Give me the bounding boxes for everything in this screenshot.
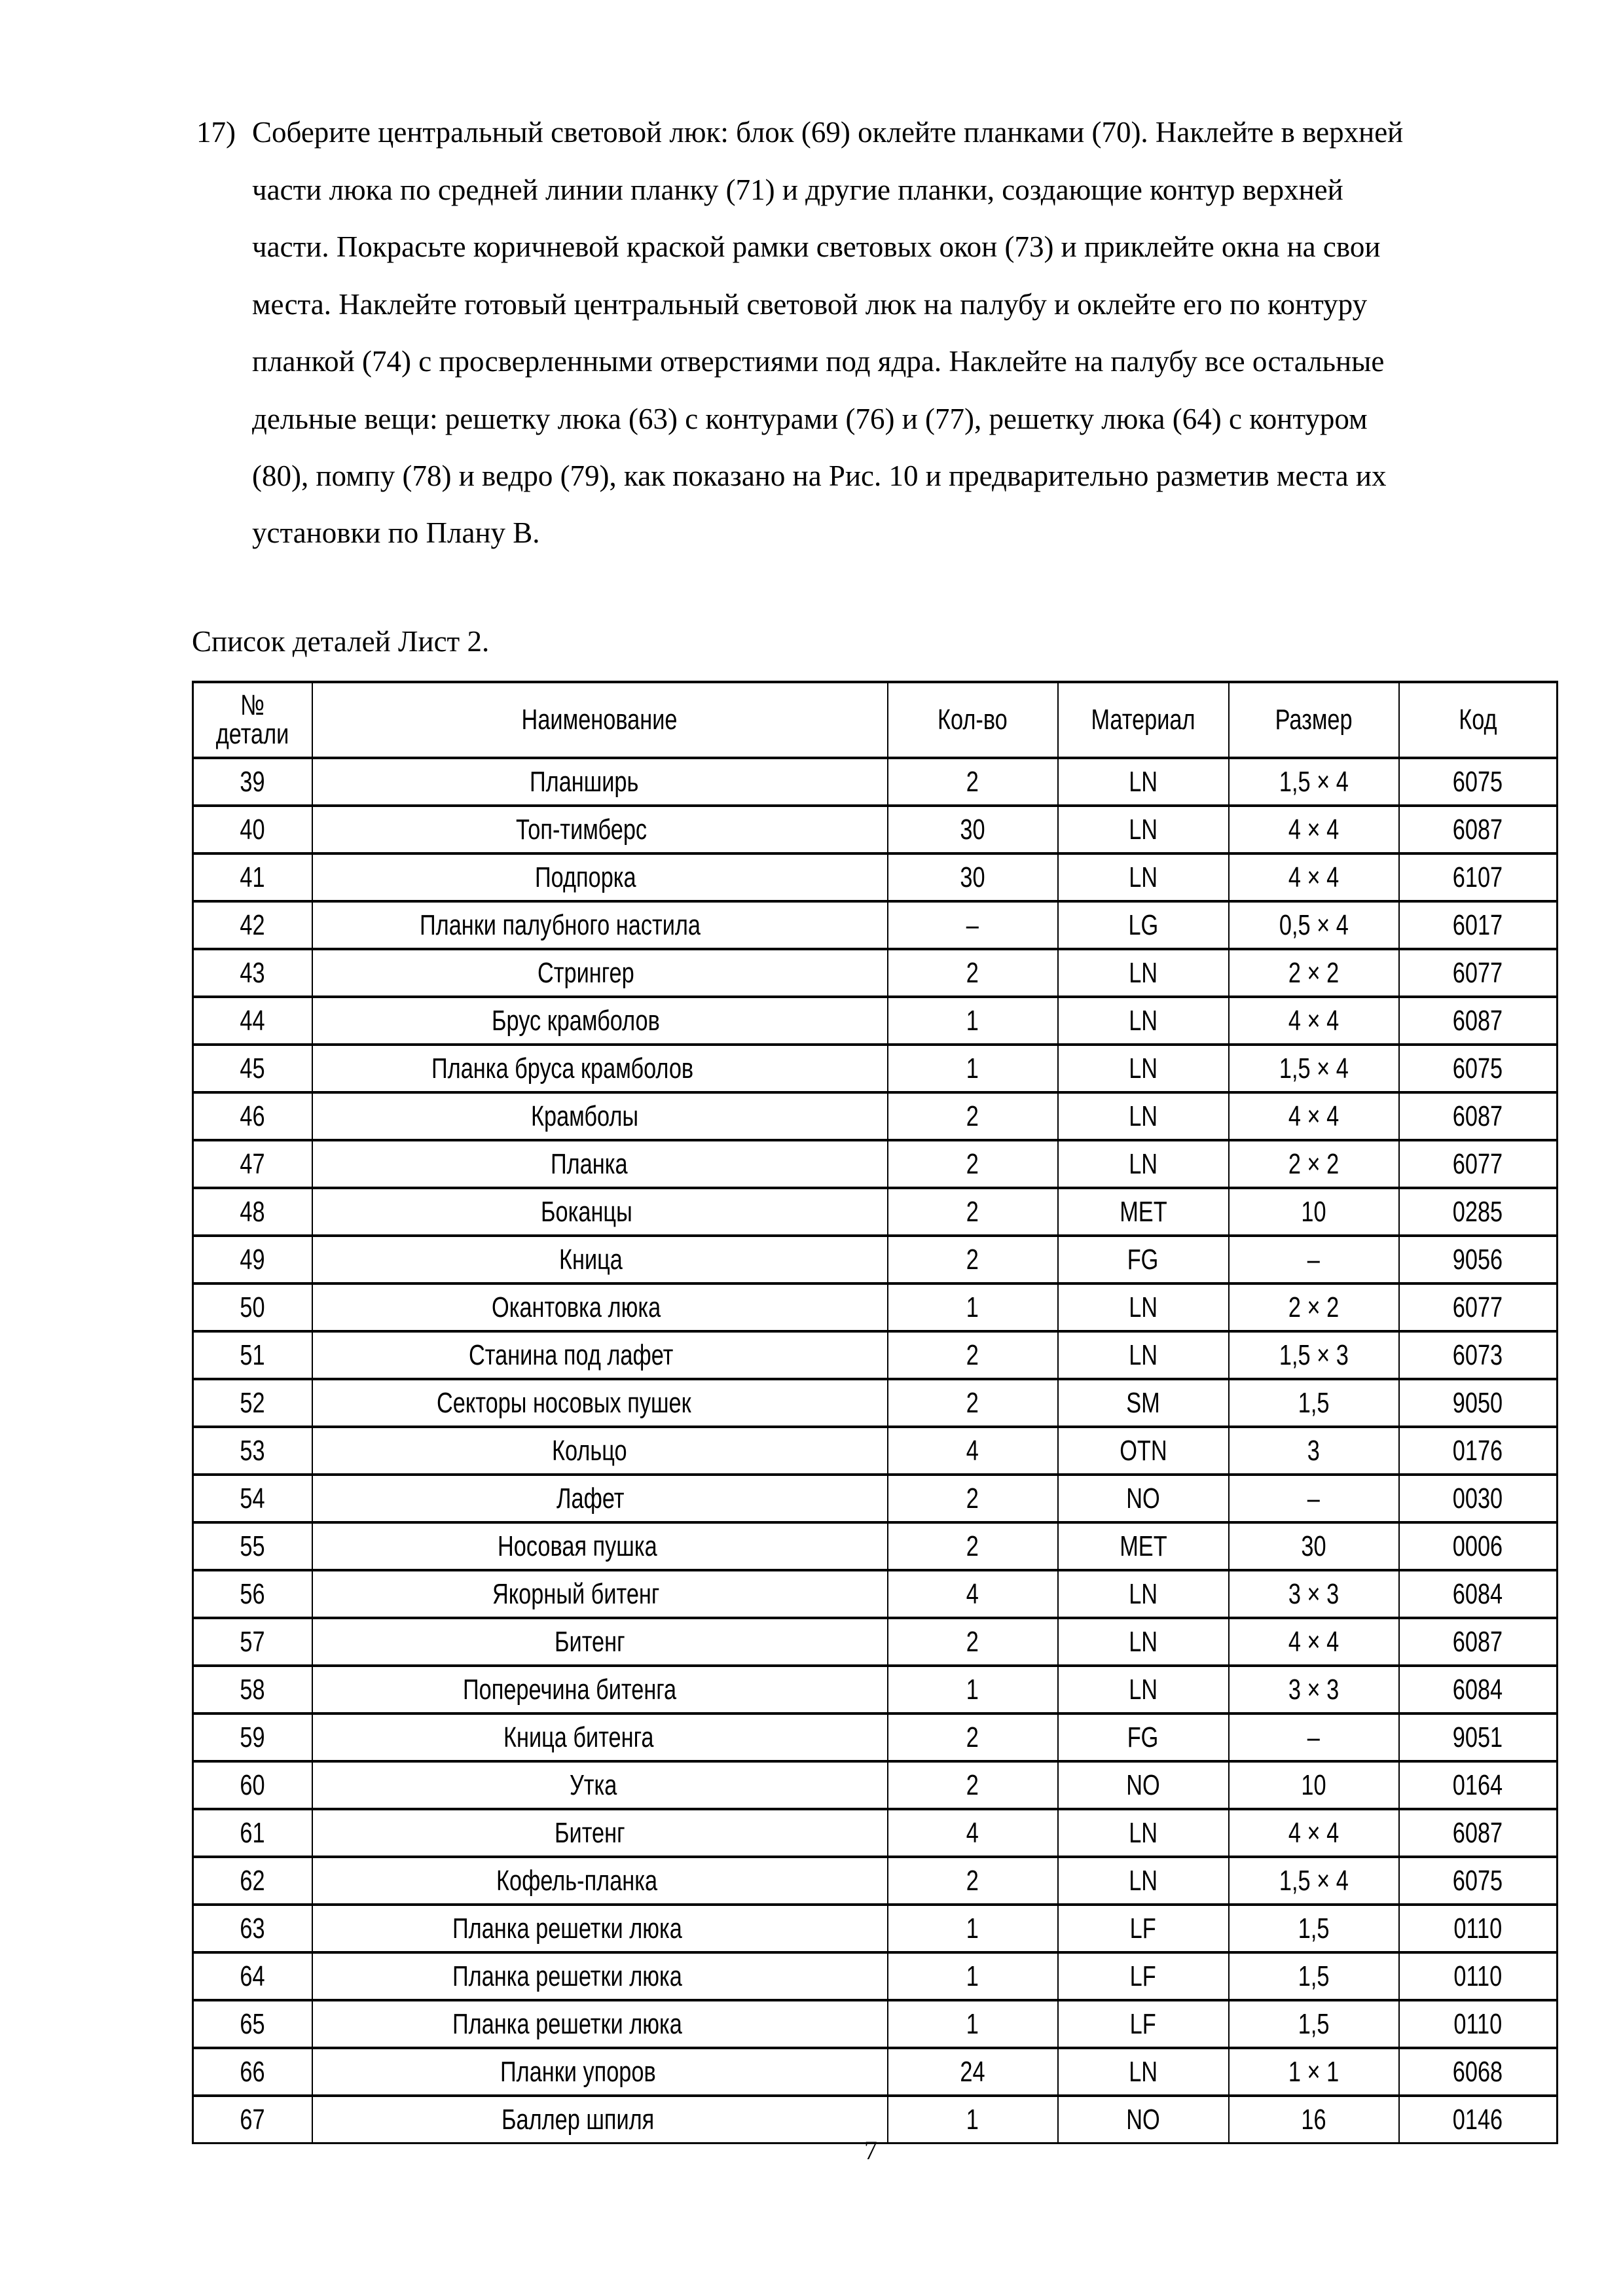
code-cell: 9056	[1399, 1236, 1558, 1283]
material-cell: LN	[1058, 997, 1229, 1045]
name-cell: Кница	[312, 1236, 888, 1283]
name-cell: Боканцы	[312, 1188, 888, 1236]
name-cell: Планки палубного настила	[312, 901, 888, 949]
size-cell: 4 × 4	[1229, 806, 1399, 853]
quantity-cell: 1	[888, 2000, 1058, 2048]
material-cell: LN	[1058, 1618, 1229, 1666]
table-row	[193, 2000, 1558, 2048]
size-cell: 30	[1229, 1522, 1399, 1570]
material-cell: LN	[1058, 949, 1229, 997]
part-number-cell: 60	[193, 1761, 312, 1809]
instruction-line: дельные вещи: решетку люка (63) с контурами (76) и (77), решетку люка (64) с контуром	[252, 403, 1368, 435]
part-number-cell: 53	[193, 1427, 312, 1475]
table-row	[193, 1188, 1558, 1236]
name-cell: Утка	[312, 1761, 888, 1809]
size-cell: 0,5 × 4	[1229, 901, 1399, 949]
part-number-cell: 43	[193, 949, 312, 997]
code-cell: 0110	[1399, 1905, 1558, 1952]
code-cell: 0164	[1399, 1761, 1558, 1809]
table-row	[193, 1092, 1558, 1140]
code-cell: 6075	[1399, 758, 1558, 806]
header-part-number: № детали	[193, 682, 312, 758]
code-cell: 6084	[1399, 1570, 1558, 1618]
code-cell: 6077	[1399, 949, 1558, 997]
code-cell: 0176	[1399, 1427, 1558, 1475]
size-cell: 4 × 4	[1229, 1809, 1399, 1857]
quantity-cell: 1	[888, 1952, 1058, 2000]
table-row	[193, 806, 1558, 853]
material-cell: LN	[1058, 1092, 1229, 1140]
quantity-cell: 4	[888, 1427, 1058, 1475]
material-cell: LF	[1058, 2000, 1229, 2048]
quantity-cell: 2	[888, 1475, 1058, 1522]
name-cell: Якорный битенг	[312, 1570, 888, 1618]
size-cell: 2 × 2	[1229, 1140, 1399, 1188]
part-number-cell: 62	[193, 1857, 312, 1905]
table-row	[193, 1809, 1558, 1857]
table-row	[193, 1713, 1558, 1761]
material-cell: LN	[1058, 1570, 1229, 1618]
name-cell: Планка решетки люка	[312, 1905, 888, 1952]
code-cell: 6107	[1399, 853, 1558, 901]
size-cell: 10	[1229, 1761, 1399, 1809]
part-number-cell: 50	[193, 1283, 312, 1331]
material-cell: LF	[1058, 1952, 1229, 2000]
code-cell: 6017	[1399, 901, 1558, 949]
material-cell: LN	[1058, 1140, 1229, 1188]
name-cell: Подпорка	[312, 853, 888, 901]
material-cell: LN	[1058, 806, 1229, 853]
quantity-cell: 2	[888, 758, 1058, 806]
instruction-line	[196, 113, 1403, 152]
code-cell: 6077	[1399, 1140, 1558, 1188]
header-size: Размер	[1229, 682, 1399, 758]
table-row	[193, 1236, 1558, 1283]
size-cell: 4 × 4	[1229, 853, 1399, 901]
size-cell: 1,5	[1229, 1952, 1399, 2000]
instruction-line: планкой (74) с просверленными отверстиями под ядра. Наклейте на палубу все остальные	[252, 345, 1385, 378]
instruction-line: установки по Плану В.	[252, 516, 540, 549]
page-number: 7	[864, 2136, 877, 2165]
quantity-cell: 2	[888, 1379, 1058, 1427]
size-cell: 16	[1229, 2096, 1399, 2144]
quantity-cell: 24	[888, 2048, 1058, 2096]
part-number-cell: 58	[193, 1666, 312, 1713]
part-number-cell: 42	[193, 901, 312, 949]
size-cell: 3 × 3	[1229, 1666, 1399, 1713]
size-cell: 2 × 2	[1229, 1283, 1399, 1331]
name-cell: Баллер шпиля	[312, 2096, 888, 2144]
table-row	[193, 853, 1558, 901]
part-number-cell: 64	[193, 1952, 312, 2000]
instruction-line: части люка по средней линии планку (71) и другие планки, создающие контур верхней	[252, 173, 1343, 206]
header-quantity: Кол-во	[888, 682, 1058, 758]
table-row	[193, 1283, 1558, 1331]
part-number-cell: 61	[193, 1809, 312, 1857]
size-cell: 4 × 4	[1229, 1092, 1399, 1140]
material-cell: LN	[1058, 1666, 1229, 1713]
name-cell: Битенг	[312, 1809, 888, 1857]
table-row	[193, 1857, 1558, 1905]
table-row	[193, 2048, 1558, 2096]
header-name: Наименование	[312, 682, 888, 758]
size-cell: 10	[1229, 1188, 1399, 1236]
part-number-cell: 55	[193, 1522, 312, 1570]
material-cell: LN	[1058, 1045, 1229, 1092]
code-cell: 6073	[1399, 1331, 1558, 1379]
part-number-cell: 44	[193, 997, 312, 1045]
code-cell: 6075	[1399, 1857, 1558, 1905]
name-cell: Битенг	[312, 1618, 888, 1666]
code-cell: 6087	[1399, 1092, 1558, 1140]
code-cell: 9050	[1399, 1379, 1558, 1427]
quantity-cell: 1	[888, 997, 1058, 1045]
code-cell: 0030	[1399, 1475, 1558, 1522]
name-cell: Планширь	[312, 758, 888, 806]
material-cell: LN	[1058, 2048, 1229, 2096]
part-number-cell: 45	[193, 1045, 312, 1092]
table-row	[193, 997, 1558, 1045]
material-cell: FG	[1058, 1236, 1229, 1283]
quantity-cell: –	[888, 901, 1058, 949]
code-cell: 6075	[1399, 1045, 1558, 1092]
size-cell: 4 × 4	[1229, 997, 1399, 1045]
material-cell: LN	[1058, 1857, 1229, 1905]
material-cell: NO	[1058, 2096, 1229, 2144]
code-cell: 9051	[1399, 1713, 1558, 1761]
size-cell: –	[1229, 1475, 1399, 1522]
code-cell: 6084	[1399, 1666, 1558, 1713]
material-cell: LN	[1058, 1331, 1229, 1379]
material-cell: LN	[1058, 1809, 1229, 1857]
part-number-cell: 46	[193, 1092, 312, 1140]
material-cell: OTN	[1058, 1427, 1229, 1475]
quantity-cell: 2	[888, 1713, 1058, 1761]
code-cell: 0285	[1399, 1188, 1558, 1236]
name-cell: Секторы носовых пушек	[312, 1379, 888, 1427]
material-cell: LF	[1058, 1905, 1229, 1952]
code-cell: 6087	[1399, 1618, 1558, 1666]
part-number-cell: 54	[193, 1475, 312, 1522]
table-row	[193, 901, 1558, 949]
name-cell: Крамболы	[312, 1092, 888, 1140]
code-cell: 6087	[1399, 1809, 1558, 1857]
table-row	[193, 1379, 1558, 1427]
material-cell: LN	[1058, 758, 1229, 806]
name-cell: Кофель-планка	[312, 1857, 888, 1905]
quantity-cell: 2	[888, 1761, 1058, 1809]
quantity-cell: 2	[888, 1236, 1058, 1283]
quantity-cell: 2	[888, 1331, 1058, 1379]
table-row	[193, 1761, 1558, 1809]
size-cell: 3	[1229, 1427, 1399, 1475]
table-row	[193, 1905, 1558, 1952]
name-cell: Топ-тимберс	[312, 806, 888, 853]
part-number-cell: 59	[193, 1713, 312, 1761]
quantity-cell: 2	[888, 1857, 1058, 1905]
code-cell: 6068	[1399, 2048, 1558, 2096]
quantity-cell: 1	[888, 1045, 1058, 1092]
material-cell: LN	[1058, 1283, 1229, 1331]
material-cell: MET	[1058, 1188, 1229, 1236]
table-row	[193, 758, 1558, 806]
material-cell: SM	[1058, 1379, 1229, 1427]
code-cell: 6087	[1399, 806, 1558, 853]
instruction-line: места. Наклейте готовый центральный световой люк на палубу и оклейте его по контуру	[252, 288, 1368, 321]
quantity-cell: 1	[888, 1283, 1058, 1331]
header-material: Материал	[1058, 682, 1229, 758]
step-number: 17)	[196, 116, 236, 149]
quantity-cell: 2	[888, 1188, 1058, 1236]
name-cell: Лафет	[312, 1475, 888, 1522]
table-row	[193, 1618, 1558, 1666]
header-code: Код	[1399, 682, 1558, 758]
code-cell: 6087	[1399, 997, 1558, 1045]
size-cell: –	[1229, 1713, 1399, 1761]
part-number-cell: 47	[193, 1140, 312, 1188]
name-cell: Планка бруса крамболов	[312, 1045, 888, 1092]
name-cell: Стрингер	[312, 949, 888, 997]
part-number-cell: 49	[193, 1236, 312, 1283]
code-cell: 0110	[1399, 2000, 1558, 2048]
table-caption: Список деталей Лист 2.	[192, 625, 490, 658]
quantity-cell: 2	[888, 1522, 1058, 1570]
name-cell: Кольцо	[312, 1427, 888, 1475]
size-cell: 1,5 × 4	[1229, 758, 1399, 806]
quantity-cell: 30	[888, 853, 1058, 901]
size-cell: 1,5 × 4	[1229, 1857, 1399, 1905]
code-cell: 0146	[1399, 2096, 1558, 2144]
quantity-cell: 2	[888, 1140, 1058, 1188]
size-cell: 1 × 1	[1229, 2048, 1399, 2096]
quantity-cell: 2	[888, 1618, 1058, 1666]
part-number-cell: 41	[193, 853, 312, 901]
size-cell: 4 × 4	[1229, 1618, 1399, 1666]
quantity-cell: 4	[888, 1570, 1058, 1618]
table-row	[193, 1475, 1558, 1522]
part-number-cell: 39	[193, 758, 312, 806]
instruction-line: части. Покрасьте коричневой краской рамки световых окон (73) и приклейте окна на свои	[252, 230, 1381, 263]
size-cell: 2 × 2	[1229, 949, 1399, 997]
table-body	[193, 758, 1558, 2144]
part-number-cell: 67	[193, 2096, 312, 2144]
part-number-cell: 57	[193, 1618, 312, 1666]
name-cell: Планка	[312, 1140, 888, 1188]
size-cell: 1,5 × 4	[1229, 1045, 1399, 1092]
material-cell: NO	[1058, 1761, 1229, 1809]
part-number-cell: 65	[193, 2000, 312, 2048]
size-cell: 1,5	[1229, 2000, 1399, 2048]
part-number-cell: 52	[193, 1379, 312, 1427]
table-row	[193, 1045, 1558, 1092]
size-cell: 1,5	[1229, 1379, 1399, 1427]
material-cell: FG	[1058, 1713, 1229, 1761]
quantity-cell: 1	[888, 1666, 1058, 1713]
quantity-cell: 2	[888, 949, 1058, 997]
name-cell: Станина под лафет	[312, 1331, 888, 1379]
quantity-cell: 2	[888, 1092, 1058, 1140]
part-number-cell: 51	[193, 1331, 312, 1379]
table-row	[193, 1666, 1558, 1713]
size-cell: 1,5 × 3	[1229, 1331, 1399, 1379]
table-row	[193, 1570, 1558, 1618]
name-cell: Планка решетки люка	[312, 1952, 888, 2000]
part-number-cell: 48	[193, 1188, 312, 1236]
table-row	[193, 1522, 1558, 1570]
size-cell: 3 × 3	[1229, 1570, 1399, 1618]
instruction-text: Соберите центральный световой люк: блок (69) оклейте планками (70). Наклейте в верхней	[252, 116, 1404, 149]
quantity-cell: 1	[888, 2096, 1058, 2144]
part-number-cell: 40	[193, 806, 312, 853]
part-number-cell: 56	[193, 1570, 312, 1618]
table-row	[193, 1331, 1558, 1379]
name-cell: Планка решетки люка	[312, 2000, 888, 2048]
table-row	[193, 1140, 1558, 1188]
parts-table	[192, 681, 1558, 2144]
code-cell: 0110	[1399, 1952, 1558, 2000]
table-row	[193, 949, 1558, 997]
material-cell: NO	[1058, 1475, 1229, 1522]
quantity-cell: 1	[888, 1905, 1058, 1952]
material-cell: LN	[1058, 853, 1229, 901]
quantity-cell: 4	[888, 1809, 1058, 1857]
code-cell: 6077	[1399, 1283, 1558, 1331]
name-cell: Брус крамболов	[312, 997, 888, 1045]
name-cell: Планки упоров	[312, 2048, 888, 2096]
material-cell: LG	[1058, 901, 1229, 949]
name-cell: Носовая пушка	[312, 1522, 888, 1570]
table-row	[193, 1952, 1558, 2000]
size-cell: –	[1229, 1236, 1399, 1283]
table-header-row	[193, 682, 1558, 758]
code-cell: 0006	[1399, 1522, 1558, 1570]
material-cell: MET	[1058, 1522, 1229, 1570]
part-number-cell: 66	[193, 2048, 312, 2096]
instruction-line: (80), помпу (78) и ведро (79), как показано на Рис. 10 и предварительно разметив места их	[252, 459, 1387, 492]
table-row	[193, 1427, 1558, 1475]
size-cell: 1,5	[1229, 1905, 1399, 1952]
name-cell: Окантовка люка	[312, 1283, 888, 1331]
quantity-cell: 30	[888, 806, 1058, 853]
name-cell: Кница битенга	[312, 1713, 888, 1761]
part-number-cell: 63	[193, 1905, 312, 1952]
name-cell: Поперечина битенга	[312, 1666, 888, 1713]
